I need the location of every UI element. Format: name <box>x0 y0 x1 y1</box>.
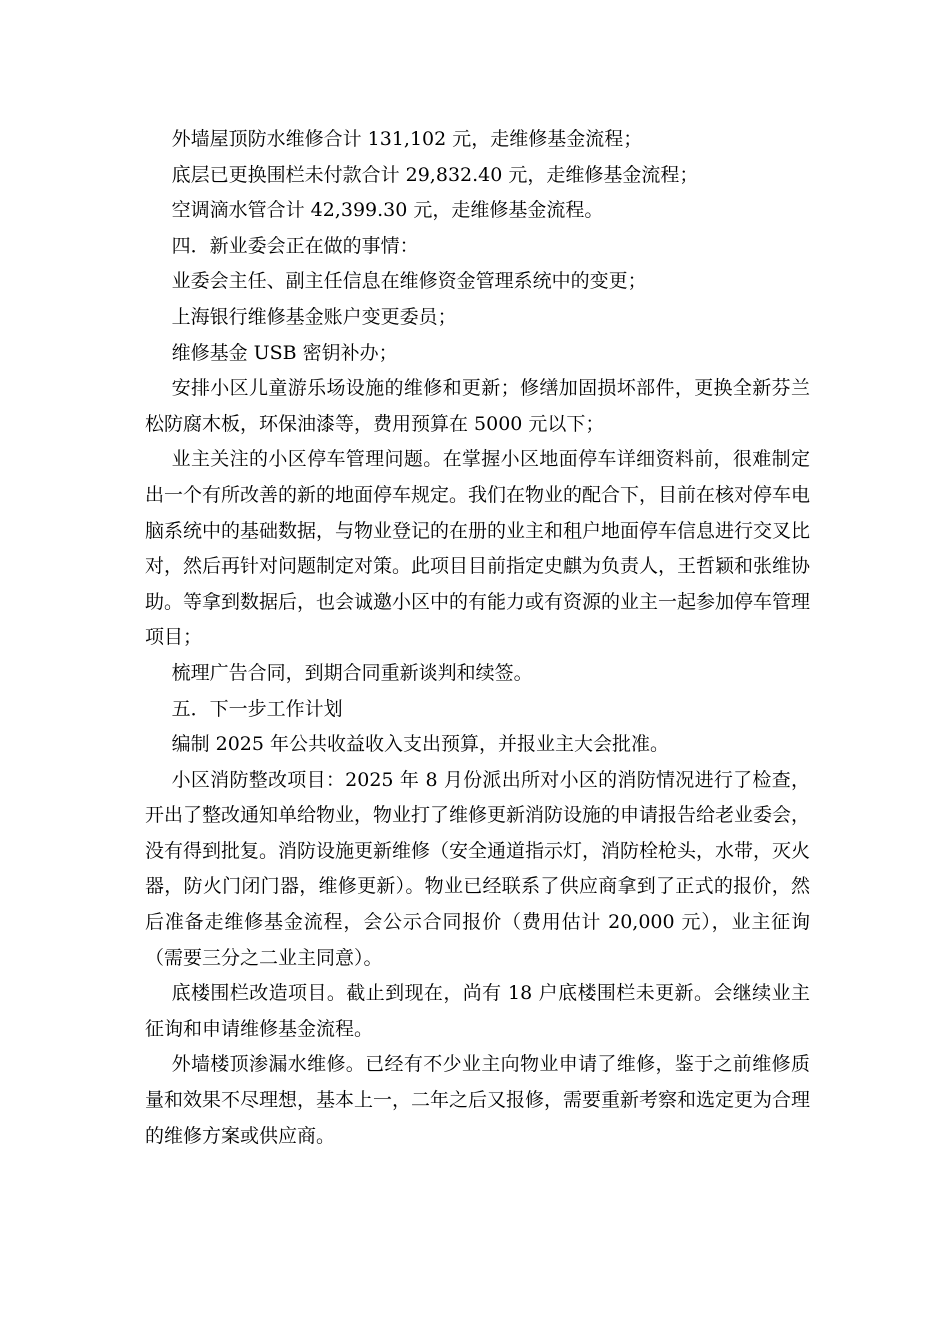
paragraph-director-info-change: 业委会主任、副主任信息在维修资金管理系统中的变更； <box>171 270 647 293</box>
paragraph-roof-leak-repair: 外墙楼顶渗漏水维修。已经有不少业主向物业申请了维修，鉴于之前维修质量和效果不尽理想，基本上一，二年之后又报修，需要重新考察和选定更为合理的维修方案或供应商。 <box>145 1053 811 1147</box>
paragraph-ground-floor-fence-payment: 底层已更换围栏未付款合计 29,832.40 元，走维修基金流程； <box>171 163 699 186</box>
document-body <box>145 122 810 1154</box>
paragraph-budget-2025: 编制 2025 年公共收益收入支出预算，并报业主大会批准。 <box>171 733 670 756</box>
paragraph-bank-account-change: 上海银行维修基金账户变更委员； <box>171 305 457 328</box>
section-heading-current-work: 四．新业委会正在做的事情： <box>171 234 419 257</box>
paragraph-parking-management: 业主关注的小区停车管理问题。在掌握小区地面停车详细资料前，很难制定出一个有所改善的新的地面停车规定。我们在物业的配合下，目前在核对停车电脑系统中的基础数据，与物业登记的在册的业主和租户地面停车信息进行交叉比对，然后再针对问题制定对策。此项目目前指定史麒为负责人，王哲颖和张维协助。等拿到数据后，也会诚邀小区中的有能力或有资源的业主一起参加停车管理项目； <box>145 448 811 649</box>
paragraph-fire-safety-project: 小区消防整改项目：2025 年 8 月份派出所对小区的消防情况进行了检查，开出了整改通知单给物业，物业打了维修更新消防设施的申请报告给老业委会，没有得到批复。消防设施更新维修（安全通道指示灯，消防栓枪头，水带，灭火器，防火门闭门器，维修更新）。物业已经联系了供应商拿到了正式的报价，然后准备走维修基金流程，会公示合同报价（费用估计 20,000 元），业主征询（需要三分之二业主同意）。 <box>145 768 811 969</box>
paragraph-fence-renovation: 底楼围栏改造项目。截止到现在，尚有 18 户底楼围栏未更新。会继续业主征询和申请维修基金流程。 <box>145 982 810 1040</box>
paragraph-playground-repair: 安排小区儿童游乐场设施的维修和更新；修缮加固损坏部件，更换全新芬兰松防腐木板，环保油漆等，费用预算在 5000 元以下； <box>145 377 810 435</box>
paragraph-roof-waterproofing: 外墙屋顶防水维修合计 131,102 元，走维修基金流程； <box>171 128 643 150</box>
paragraph-ad-contracts: 梳理广告合同，到期合同重新谈判和续签。 <box>171 661 533 684</box>
paragraph-ac-drain-pipe: 空调滴水管合计 42,399.30 元，走维修基金流程。 <box>171 199 604 222</box>
section-heading-next-plan: 五．下一步工作计划 <box>171 697 343 720</box>
paragraph-usb-key-reissue: 维修基金 USB 密钥补办； <box>171 341 398 364</box>
